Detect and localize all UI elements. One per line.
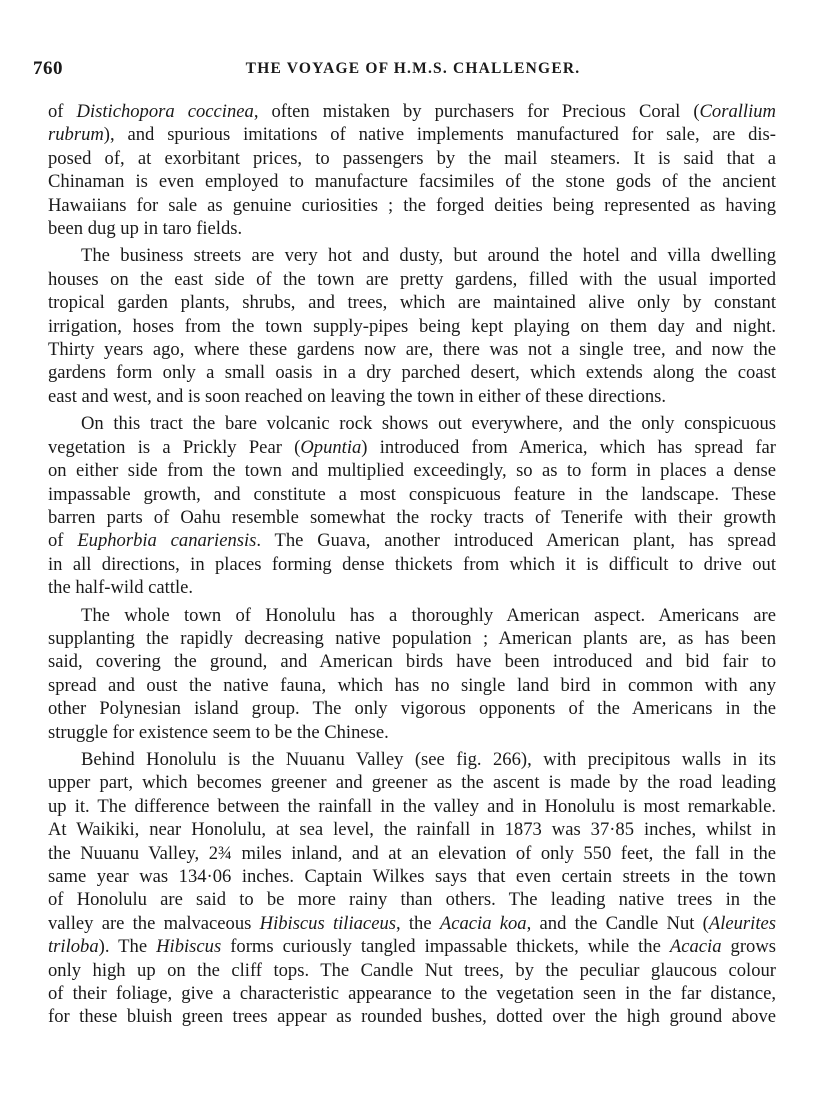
text-run: ). The	[98, 936, 157, 958]
text-line	[48, 627, 776, 650]
text-run: grows	[721, 936, 776, 958]
text-run: up it. The difference between the rainfall in the valley and in Honolulu is most remarkable.	[48, 795, 776, 817]
text-line	[48, 1005, 776, 1028]
italic-term: Opuntia	[300, 436, 362, 458]
text-line	[48, 100, 776, 123]
text-run: , and the Candle Nut (	[526, 912, 709, 934]
text-line	[48, 865, 776, 888]
text-run: for these bluish green trees appear as rounded bushes, dotted over the high ground above	[48, 1006, 776, 1028]
text-line	[48, 604, 776, 627]
text-run: been dug up in taro fields.	[48, 218, 243, 240]
italic-term: Euphorbia canariensis	[77, 530, 257, 552]
text-run: on either side from the town and multiplied exceedingly, so as to form in places a dense	[48, 460, 776, 482]
text-line	[48, 217, 776, 240]
text-run: The business streets are very hot and dusty, but around the hotel and villa dwelling	[81, 245, 776, 267]
text-run: The whole town of Honolulu has a thoroughly American aspect. Americans are	[81, 604, 776, 626]
text-line	[48, 959, 776, 982]
text-run: At Waikiki, near Honolulu, at sea level, the rainfall in 1873 was 37·85 inches, whilst in	[48, 819, 776, 841]
page-header	[33, 58, 793, 88]
text-run: , the	[395, 912, 440, 934]
text-run: . The Guava, another introduced American plant, has spread	[256, 530, 776, 552]
italic-term: Distichopora coccinea	[76, 101, 254, 122]
text-line	[48, 674, 776, 697]
text-line	[48, 412, 776, 435]
italic-term: triloba	[48, 936, 99, 958]
text-run: upper part, which becomes greener and greener as the ascent is made by the road leading	[48, 772, 776, 794]
text-line	[48, 748, 776, 771]
text-run: of their foliage, give a characteristic appearance to the vegetation seen in the far distance,	[48, 983, 776, 1005]
italic-term: rubrum	[48, 124, 104, 146]
text-line	[48, 194, 776, 217]
text-line	[48, 935, 776, 958]
body-text	[48, 100, 776, 1033]
text-run: irrigation, hoses from the town supply-pipes being kept playing on them day and night.	[48, 315, 776, 337]
text-line	[48, 361, 776, 384]
text-run: of Honolulu are said to be more rainy than others. The leading native trees in the	[48, 889, 776, 911]
paragraph	[48, 244, 776, 408]
italic-term: Acacia koa	[439, 912, 527, 934]
text-line	[48, 483, 776, 506]
text-run: of	[48, 530, 78, 552]
text-line	[48, 436, 776, 459]
text-run: struggle for existence seem to be the Chinese.	[48, 721, 389, 743]
italic-term: Acacia	[669, 936, 722, 958]
text-run: Hawaiians for sale as genuine curiosities ; the forged deities being represented as having	[48, 194, 776, 216]
text-line	[48, 650, 776, 673]
text-run: houses on the east side of the town are pretty gardens, filled with the usual imported	[48, 268, 776, 290]
text-line	[48, 459, 776, 482]
text-line	[48, 268, 776, 291]
text-run: east and west, and is soon reached on leaving the town in either of these directions.	[48, 385, 667, 407]
page-number: 760	[33, 58, 63, 79]
italic-term: Aleurites	[708, 912, 776, 934]
text-run: Thirty years ago, where these gardens now are, there was not a single tree, and now the	[48, 339, 776, 361]
text-run: impassable growth, and constitute a most conspicuous feature in the landscape. These	[48, 483, 776, 505]
text-line	[48, 842, 776, 865]
text-run: same year was 134·06 inches. Captain Wilkes says that even certain streets in the town	[48, 866, 776, 887]
text-line	[48, 244, 776, 267]
paragraph	[48, 604, 776, 744]
text-run: of	[48, 101, 77, 122]
text-line	[48, 795, 776, 818]
text-run: the Nuuanu Valley, 2¾ miles inland, and at an elevation of only 550 feet, the fall in the	[48, 842, 776, 864]
text-line	[48, 291, 776, 314]
text-run: in all directions, in places forming dense thickets from which it is difficult to drive out	[48, 553, 776, 575]
text-run: the half-wild cattle.	[48, 577, 194, 599]
italic-term: Corallium	[699, 101, 776, 122]
text-line	[48, 697, 776, 720]
text-line	[48, 147, 776, 170]
text-run: gardens form only a small oasis in a dry parched desert, which extends along the coast	[48, 362, 776, 384]
text-line	[48, 123, 776, 146]
text-line	[48, 982, 776, 1005]
text-line	[48, 576, 776, 599]
text-run: only high up on the cliff tops. The Candle Nut trees, by the peculiar glaucous colour	[48, 959, 776, 981]
text-run: Behind Honolulu is the Nuuanu Valley (see fig. 266), with precipitous walls in its	[81, 748, 776, 770]
text-line	[48, 818, 776, 841]
italic-term: Hibiscus	[156, 936, 222, 958]
text-run: posed of, at exorbitant prices, to passengers by the mail steamers. It is said that a	[48, 147, 776, 169]
text-run: vegetation is a Prickly Pear (	[48, 436, 301, 458]
text-run: tropical garden plants, shrubs, and trees, which are maintained alive only by constant	[48, 292, 776, 314]
paragraph	[48, 100, 776, 240]
text-run: other Polynesian island group. The only vigorous opponents of the Americans in the	[48, 698, 776, 720]
running-title: THE VOYAGE OF H.M.S. CHALLENGER.	[245, 60, 581, 77]
text-line	[48, 721, 776, 744]
text-run: valley are the malvaceous	[48, 912, 260, 934]
text-line	[48, 315, 776, 338]
text-run: Chinaman is even employed to manufacture facsimiles of the stone gods of the ancient	[48, 171, 776, 193]
text-run: ), and spurious imitations of native implements manufactured for sale, are dis-	[103, 124, 776, 146]
text-run: barren parts of Oahu resemble somewhat the rocky tracts of Tenerife with their growth	[48, 506, 776, 528]
text-line	[48, 553, 776, 576]
text-line	[48, 771, 776, 794]
paragraph	[48, 412, 776, 599]
text-run: On this tract the bare volcanic rock shows out everywhere, and the only conspicuous	[81, 413, 776, 435]
paragraph	[48, 748, 776, 1029]
text-line	[48, 912, 776, 935]
text-run: spread and oust the native fauna, which has no single land bird in common with any	[48, 674, 776, 696]
text-run: ) introduced from America, which has spread far	[361, 436, 776, 458]
text-line	[48, 385, 776, 408]
text-run: , often mistaken by purchasers for Precious Coral (	[253, 101, 700, 122]
text-line	[48, 888, 776, 911]
text-line	[48, 506, 776, 529]
text-line	[48, 338, 776, 361]
text-run: supplanting the rapidly decreasing native population ; American plants are, as has been	[48, 627, 776, 649]
text-run: said, covering the ground, and American birds have been introduced and bid fair to	[48, 651, 776, 673]
text-line	[48, 170, 776, 193]
text-run: forms curiously tangled impassable thickets, while the	[221, 936, 670, 958]
italic-term: Hibiscus tiliaceus	[259, 912, 396, 934]
text-line	[48, 529, 776, 552]
